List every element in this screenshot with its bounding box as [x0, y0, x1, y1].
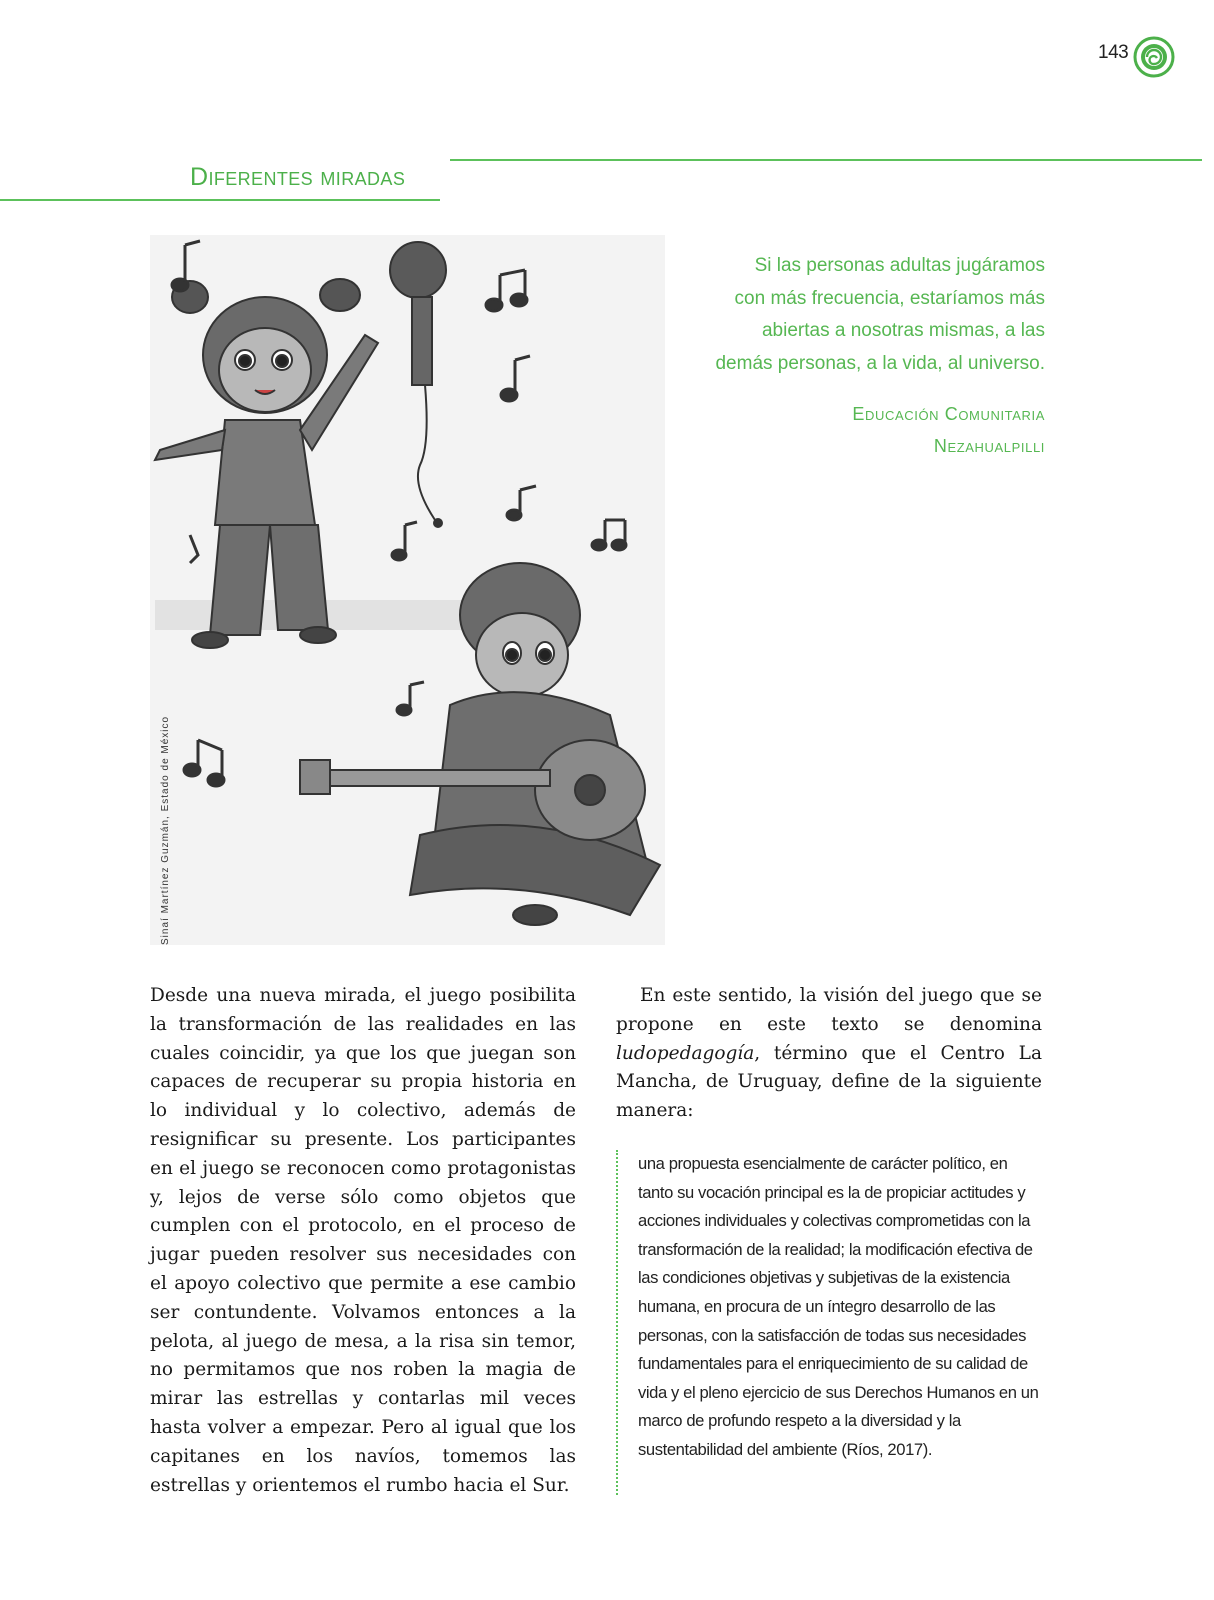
section-title: Diferentes miradas [190, 163, 406, 191]
intro-text-continued: , término que el Centro La Mancha, de Uruguay, define de la siguiente manera: [616, 1042, 1042, 1122]
block-quote: una propuesta esencialmente de carácter político, en tanto su vocación principal es la de propiciar actitudes y acciones individuales y colectivas comprometidas con la transformación de la realidad; la modificación efectiva de las condiciones objetivas y subjetivas de la existencia humana, en procura de un íntegro desarrollo de las personas, con la satisfacción de todas sus necesidades fundamentales para el enriquecimiento de su calidad de vida y el pleno ejercicio de sus Derechos Humanos en un marco de profundo respeto a la diversidad y la sustentabilidad del ambiente (Ríos, 2017). [638, 1154, 1039, 1459]
header-rule-right [450, 159, 1202, 161]
attribution-line: Educación Comunitaria [852, 404, 1045, 424]
epigraph-line: demás personas, a la vida, al universo. [715, 352, 1045, 374]
attribution-line: Nezahualpilli [933, 436, 1045, 456]
epigraph [640, 250, 1045, 380]
illustration-credit: Sinaí Martínez Guzmán, Estado de México [160, 715, 171, 945]
header-rule-left [0, 199, 440, 201]
page-number: 143 [1098, 42, 1129, 63]
epigraph-attribution [700, 398, 1045, 462]
intro-text: En este sentido, la visión del juego que se propone en este texto se denomina [616, 985, 1042, 1035]
epigraph-line: abiertas a nosotras mismas, a las [761, 320, 1045, 341]
quote-dotted-rule [616, 1150, 618, 1495]
epigraph-line: con más frecuencia, estaríamos más [734, 287, 1045, 309]
children-music-illustration [150, 235, 665, 945]
epigraph-line: Si las personas adultas jugáramos [754, 255, 1045, 276]
body-paragraph-right [616, 982, 1042, 1126]
body-paragraph-left: Desde una nueva mirada, el juego posibilita la transformación de las realidades en las cuales coincidir, ya que los que juegan son capaces de recuperar su propia historia en lo individual y lo colectivo, además de resignificar su presente. Los participantes en el juego se reconocen como protagonistas y, lejos de verse sólo como objetos que cumplen con el protocolo, en el proceso de jugar pueden resolver sus necesidades con el apoyo colectivo que permite a ese cambio ser contundente. Volvamos entonces a la pelota, al juego de mesa, a la risa sin temor, no permitamos que nos roben la magia de mirar las estrellas y contarlas mil veces hasta volver a empezar. Pero al igual que los capitanes en los navíos, tomemos las estrellas y orientemos el rumbo hacia el Sur. [150, 985, 576, 1496]
ludopedagogia-term: ludopedagogía [616, 1042, 755, 1064]
spiral-emblem-icon [1133, 36, 1175, 78]
